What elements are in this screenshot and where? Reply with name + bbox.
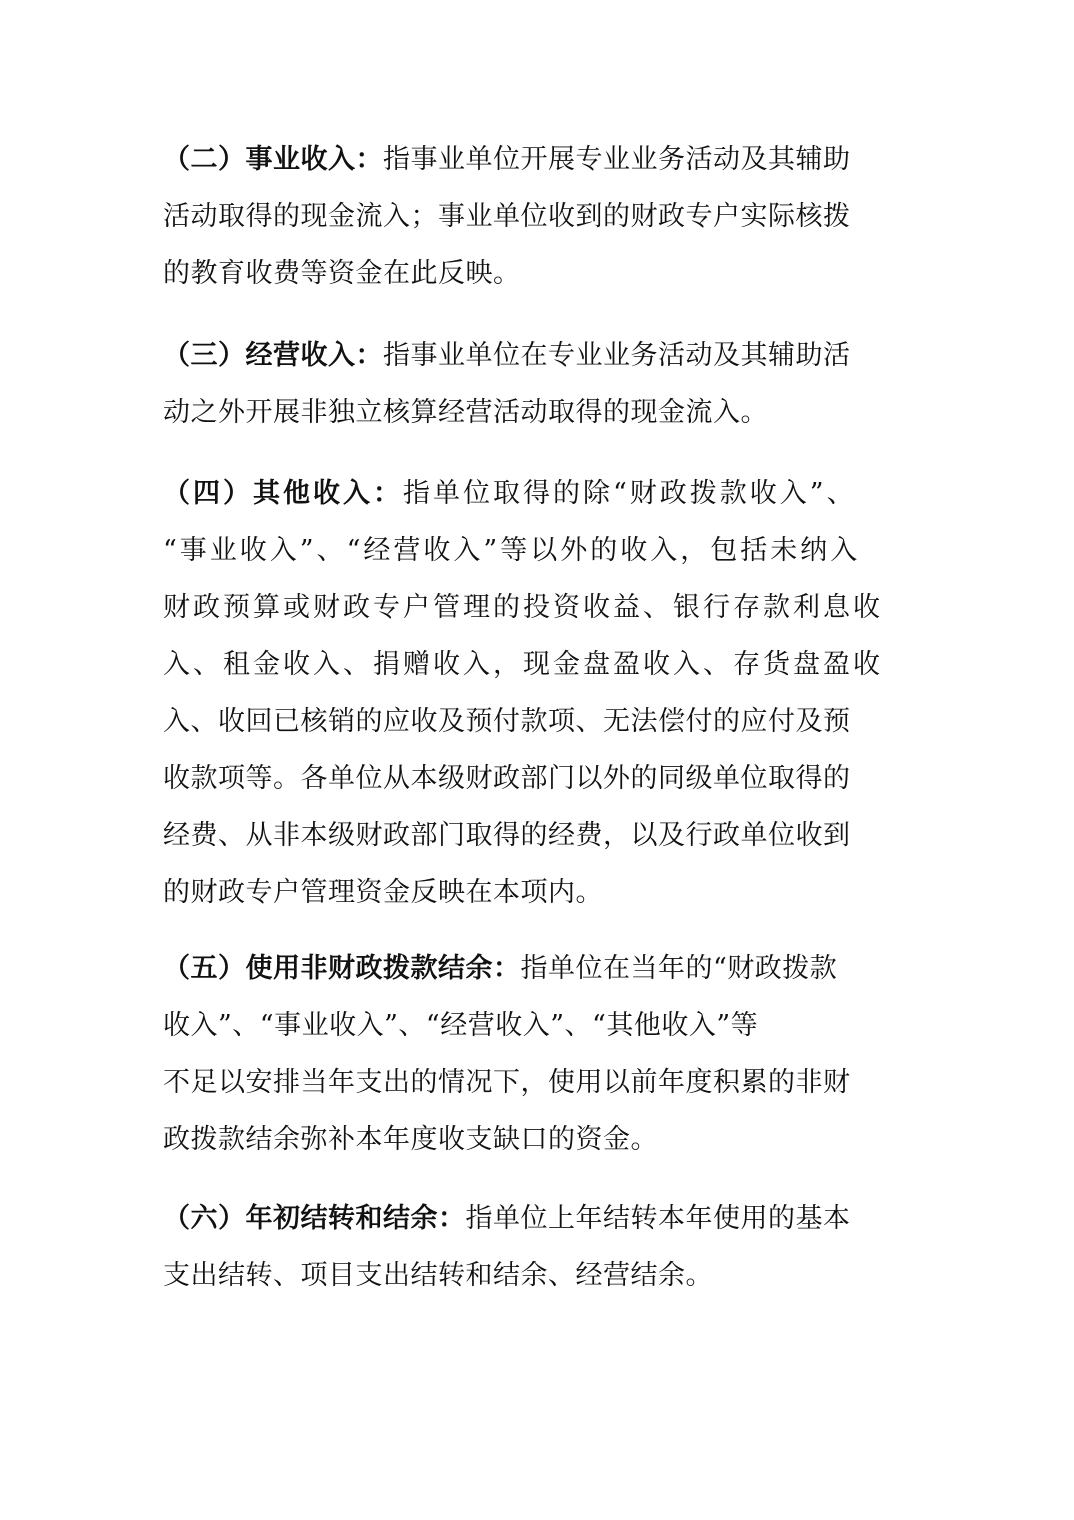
text-line [163, 1190, 851, 1247]
text-line: 收款项等。各单位从本级财政部门以外的同级单位取得的 [163, 763, 851, 794]
text-line: 活动取得的现金流入；事业单位收到的财政专户实际核拨 [163, 201, 851, 232]
text-line: 的财政专户管理资金反映在本项内。 [163, 877, 603, 908]
text-line: 动之外开展非独立核算经营活动取得的现金流入。 [163, 397, 768, 428]
paragraph-non-fiscal-surplus [163, 940, 851, 1168]
text-line [163, 465, 883, 522]
paragraph-operating-income [163, 327, 851, 441]
paragraph-heading: （二）事业收入： [163, 144, 383, 175]
text-line: 的教育收费等资金在此反映。 [163, 258, 521, 289]
paragraph-other-income [163, 465, 883, 921]
paragraph-text: 指单位在当年的“财政拨款 [520, 953, 838, 984]
paragraph-heading: （六）年初结转和结余： [163, 1203, 466, 1234]
text-line [163, 327, 851, 384]
text-line: 经费、从非本级财政部门取得的经费，以及行政单位收到 [163, 820, 851, 851]
text-line [163, 131, 851, 188]
paragraph-text: 指事业单位在专业业务活动及其辅助活 [383, 340, 851, 371]
paragraph-heading: （四）其他收入： [163, 478, 403, 509]
text-line: 收入”、“事业收入”、“经营收入”、“其他收入”等 [163, 1010, 759, 1041]
text-line: 支出结转、项目支出结转和结余、经营结余。 [163, 1260, 713, 1291]
paragraph-carryover-surplus [163, 1190, 851, 1304]
text-line: 财政预算或财政专户管理的投资收益、银行存款利息收 [163, 592, 883, 623]
paragraph-text: 指单位上年结转本年使用的基本 [465, 1203, 851, 1234]
text-line: “事业收入”、“经营收入”等以外的收入，包括未纳入 [163, 535, 861, 566]
text-line: 不足以安排当年支出的情况下，使用以前年度积累的非财 [163, 1067, 851, 1098]
text-line [163, 940, 851, 997]
text-line: 政拨款结余弥补本年度收支缺口的资金。 [163, 1124, 658, 1155]
paragraph-business-income [163, 131, 851, 302]
paragraph-heading: （五）使用非财政拨款结余： [163, 953, 521, 984]
paragraph-text: 指单位取得的除“财政拨款收入”、 [403, 478, 857, 509]
paragraph-text: 指事业单位开展专业业务活动及其辅助 [383, 144, 851, 175]
text-line: 入、收回已核销的应收及预付款项、无法偿付的应付及预 [163, 706, 851, 737]
paragraph-heading: （三）经营收入： [163, 340, 383, 371]
text-line: 入、租金收入、捐赠收入，现金盘盈收入、存货盘盈收 [163, 649, 883, 680]
